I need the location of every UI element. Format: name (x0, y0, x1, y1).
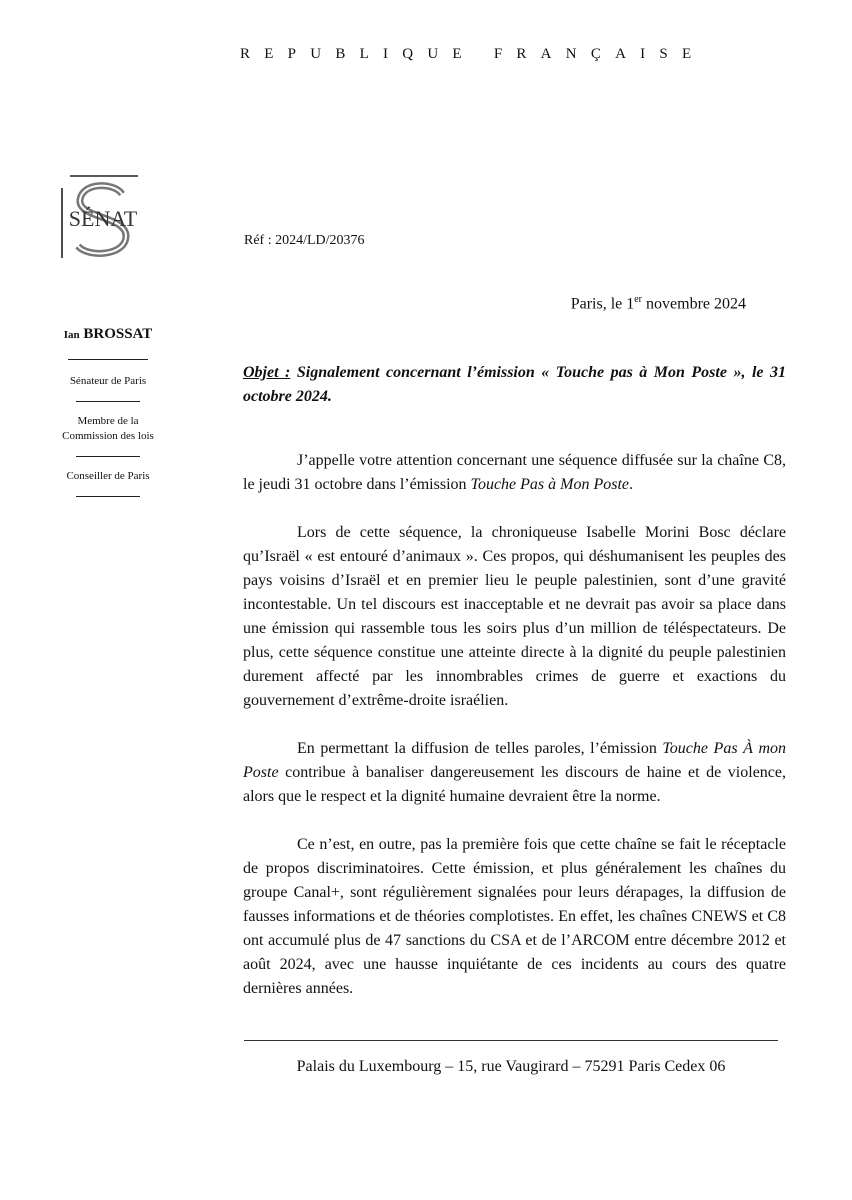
letter-subject (243, 361, 786, 409)
sidebar-divider (76, 401, 140, 402)
sender-role-councillor: Conseiller de Paris (66, 470, 150, 482)
sidebar-divider (68, 359, 148, 360)
paragraph-1 (243, 449, 786, 497)
paragraph-1-end: . (629, 476, 634, 493)
paragraph-3 (243, 737, 786, 809)
subject-label: Objet : (243, 364, 291, 381)
date-prefix: Paris, le 1 (570, 295, 635, 313)
subject-text: Signalement concernant l’émission « Touche pas à Mon Poste », le 31 octobre 2024. (243, 364, 786, 405)
reference-number: Réf : 2024/LD/20376 (244, 233, 365, 248)
paragraph-3-end: contribue à banaliser dangereusement les discours de haine et de violence, alors que le respect et la dignité humaine devraient être la norme. (243, 764, 786, 805)
senat-logo-emblem-icon (56, 174, 148, 260)
paragraph-2: Lors de cette séquence, la chroniqueuse Isabelle Morini Bosc déclare qu’Israël « est entouré d’animaux ». Ces propos, qui déshumanisent les peuples des pays voisins d’Israël et en premier lieu le peuple palestinien, sont d’une gravité incontestable. Un tel discours est inacceptable et ne devrait pas avoir sa place dans une émission qui rassemble tous les soirs plus d’un million de téléspectateurs. De plus, cette séquence constitue une atteinte directe à la dignité du peuple palestinien durement affecté par les innombrables crimes de guerre et exactions du gouvernement d’extrême-droite israélien. (243, 524, 786, 709)
sender-sidebar (30, 326, 186, 509)
sidebar-divider (76, 496, 140, 497)
sender-role-commission: Membre de la Commission des lois (62, 415, 154, 442)
date-suffix: novembre 2024 (642, 295, 746, 313)
paragraph-3-show-title: Touche Pas À mon Poste (243, 740, 786, 781)
date-superscript: er (634, 294, 643, 305)
senat-logo-text: SÉNAT (68, 206, 138, 231)
sender-last-name: BROSSAT (83, 326, 153, 342)
senat-logo (56, 174, 148, 260)
footer-address: Palais du Luxembourg – 15, rue Vaugirard – 75291 Paris Cedex 06 (296, 1058, 726, 1075)
paragraph-4: Ce n’est, en outre, pas la première fois que cette chaîne se fait le réceptacle de propos discriminatoires. Cette émission, et plus généralement les chaînes du groupe Canal+, sont régulièrement signalées pour leurs dérapages, la diffusion de fausses informations et de théories complotistes. En effet, les chaînes CNEWS et C8 ont accumulé plus de 47 sanctions du CSA et de l’ARCOM entre décembre 2012 et août 2024, avec une hausse inquiétante de ces incidents au cours des quatre dernières années. (243, 836, 786, 997)
letter-body (243, 361, 786, 1025)
paragraph-1-text: J’appelle votre attention concernant une séquence diffusée sur la chaîne C8, le jeudi 31 octobre dans l’émission (243, 452, 786, 493)
sender-first-name: Ian (63, 329, 80, 341)
sender-role-senator: Sénateur de Paris (69, 375, 147, 387)
paragraph-3-text: En permettant la diffusion de telles paroles, l’émission (297, 740, 663, 757)
sender-name (30, 326, 186, 343)
footer-divider (244, 1040, 778, 1041)
letter-date (571, 294, 746, 313)
paragraph-1-show-title: Touche Pas à Mon Poste (470, 476, 630, 493)
header-republique-francaise: REPUBLIQUE FRANÇAISE (240, 46, 706, 62)
sidebar-divider (76, 456, 140, 457)
